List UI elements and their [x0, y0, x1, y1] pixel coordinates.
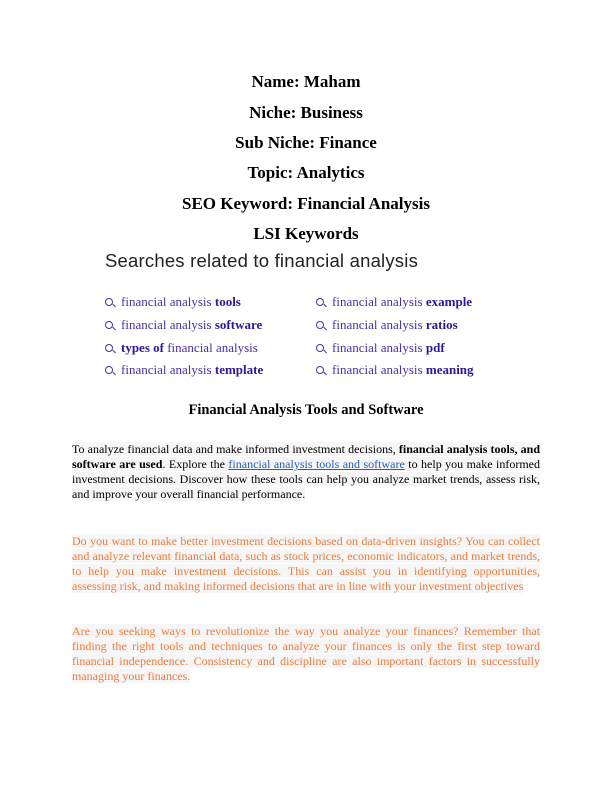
related-search-item[interactable]	[316, 340, 445, 356]
related-search-item[interactable]	[105, 294, 241, 310]
item-bold-text: software	[214, 317, 263, 332]
text: To analyze financial data and make informed investment decisions,	[72, 442, 399, 456]
search-icon	[105, 366, 113, 374]
paragraph-2	[72, 534, 540, 594]
related-search-item[interactable]	[105, 317, 262, 333]
search-icon	[316, 344, 324, 352]
search-icon	[316, 321, 324, 329]
search-icon	[316, 366, 324, 374]
section-heading: Financial Analysis Tools and Software	[188, 402, 424, 418]
item-bold-text: template	[214, 362, 264, 377]
intro-paragraph	[72, 442, 540, 502]
related-searches-image	[105, 250, 418, 272]
item-bold-text: pdf	[425, 340, 445, 355]
item-text: financial analysis	[121, 294, 215, 309]
item-bold-text: meaning	[425, 362, 474, 377]
item-text: financial analysis	[163, 340, 258, 355]
tools-software-link[interactable]: financial analysis tools and software	[228, 457, 405, 471]
topic-heading: Topic: Analytics	[247, 163, 365, 182]
item-text: financial analysis	[332, 317, 426, 332]
text: Are you seeking ways to revolutionize the way you analyze your finances? Remember that finding the right tools and techniques to analyze your finances is only the first step toward financial independence. Consistency and discipline are also important factors in successfully managing your finances.	[72, 624, 540, 683]
paragraph-3	[72, 624, 540, 684]
item-bold-text: ratios	[425, 317, 458, 332]
name-heading: Name: Maham	[251, 72, 361, 91]
item-bold-text: tools	[214, 294, 241, 309]
text: to help you make informed investment decisions. Discover how these tools can help you analyze market trends, assess risk, and improve your overall financial performance.	[72, 457, 540, 501]
text: Do you want to make better investment decisions based on data-driven insights? You can collect and analyze relevant financial data, such as stock prices, economic indicators, and market trends, to help you make investment decisions. This can assist you in identifying opportunities, assessing risk, and making informed decisions that are in line with your investment objectives	[72, 534, 540, 593]
item-bold-text: example	[425, 294, 473, 309]
seo-keyword-heading: SEO Keyword: Financial Analysis	[182, 194, 430, 213]
related-search-item[interactable]	[316, 362, 474, 378]
item-text: financial analysis	[121, 317, 215, 332]
text: . Explore the	[162, 457, 229, 471]
search-icon	[316, 298, 324, 306]
related-searches-title: Searches related to financial analysis	[105, 250, 419, 271]
item-text: financial analysis	[332, 340, 426, 355]
item-text: financial analysis	[332, 362, 426, 377]
related-search-item[interactable]	[316, 317, 458, 333]
lsi-keywords-heading: LSI Keywords	[253, 224, 359, 243]
item-text: financial analysis	[332, 294, 426, 309]
niche-heading: Niche: Business	[249, 103, 363, 122]
sub-niche-heading: Sub Niche: Finance	[235, 133, 377, 152]
related-search-item[interactable]	[105, 362, 263, 378]
item-bold-text: types of	[121, 340, 164, 355]
search-icon	[105, 321, 113, 329]
search-icon	[105, 298, 113, 306]
related-search-item[interactable]	[105, 340, 258, 356]
related-search-item[interactable]	[316, 294, 472, 310]
search-icon	[105, 344, 113, 352]
bold-text: financial analysis tools, and software are used	[72, 442, 541, 471]
item-text: financial analysis	[121, 362, 215, 377]
